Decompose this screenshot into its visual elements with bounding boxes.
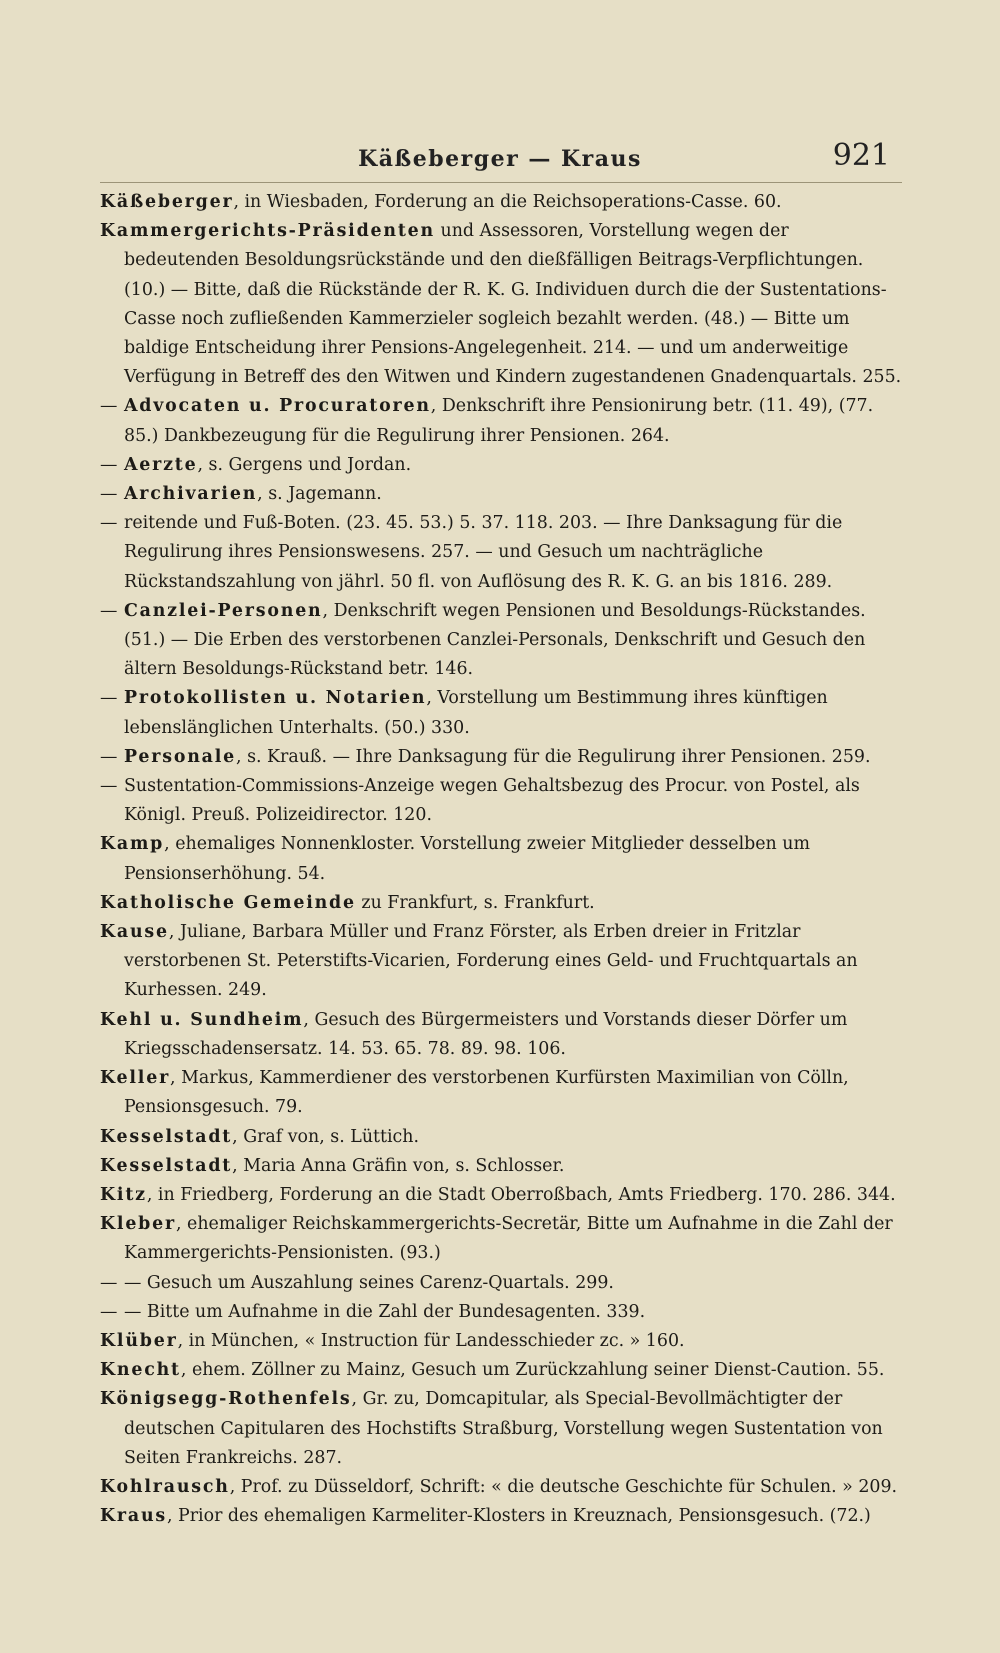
index-subentry: [100, 772, 905, 830]
entry-text: , s. Krauß. — Ihre Danksagung für die Regulirung ihrer Pensionen. 259.: [236, 746, 871, 767]
entry-text: , s. Jagemann.: [257, 484, 382, 505]
index-entry: [100, 188, 905, 217]
index-entry: [100, 1006, 905, 1064]
index-entry: [100, 1473, 905, 1502]
index-subentry: [100, 597, 905, 685]
entry-text: , in München, « Instruction für Landesschieder zc. » 160.: [177, 1330, 685, 1351]
entry-text: , Gr. zu, Domcapitular, als Special-Bevollmächtigter der deutschen Capitularen des Hochstifts Straßburg, Vorstellung wegen Sustentation von Seiten Frankreichs. 287.: [124, 1389, 883, 1468]
index-entry: [100, 1210, 905, 1268]
index-subentry: [100, 1298, 905, 1327]
ditto-dash: —: [100, 600, 118, 621]
ditto-dash: —: [100, 396, 118, 417]
entry-text: , ehem. Zöllner zu Mainz, Gesuch um Zurückzahlung seiner Dienst-Caution. 55.: [180, 1360, 885, 1381]
entry-headword: Kehl u. Sundheim: [100, 1009, 304, 1030]
entry-text: , Prior des ehemaligen Karmeliter-Klosters in Kreuznach, Pensionsgesuch. (72.): [166, 1506, 871, 1527]
entry-text: , Vorstellung um Bestimmung ihres künftigen lebenslänglichen Unterhalts. (50.) 330.: [124, 688, 828, 738]
entry-text: , ehemaliges Nonnenkloster. Vorstellung zweier Mitglieder desselben um Pensionserhöhung. 54.: [124, 834, 810, 884]
entry-headword: Kohlrausch: [100, 1476, 230, 1497]
entry-text: — Bitte um Aufnahme in die Zahl der Bundesagenten. 339.: [124, 1301, 646, 1322]
entry-headword: Protokollisten u. Notarien: [124, 688, 427, 709]
entry-headword: Keller: [100, 1068, 171, 1089]
entry-headword: Käßeberger: [100, 192, 234, 212]
entry-text: zu Frankfurt, s. Frankfurt.: [355, 892, 595, 913]
entry-text: , Denkschrift wegen Pensionen und Besoldungs-Rückstandes. (51.) — Die Erben des verstorbenen Canzlei-Personals, Denkschrift und Gesuch den ältern Besoldungs-Rückstand betr. 146.: [124, 600, 866, 680]
entry-headword: Kesselstadt: [100, 1126, 233, 1147]
ditto-dash: —: [100, 1301, 118, 1322]
ditto-dash: —: [100, 513, 118, 534]
index-entry: [100, 889, 905, 918]
entry-text: , ehemaliger Reichskammergerichts-Secretär, Bitte um Aufnahme in die Zahl der Kammergerichts-Pensionisten. (93.): [124, 1214, 893, 1264]
entry-headword: Kesselstadt: [100, 1155, 233, 1176]
entry-text: Sustentation-Commissions-Anzeige wegen Gehaltsbezug des Procur. von Postel, als Königl. Preuß. Polizeidirector. 120.: [124, 776, 860, 826]
ditto-dash: —: [100, 776, 118, 797]
entry-headword: Kammergerichts-Präsidenten: [100, 221, 435, 242]
entry-headword: Personale: [124, 746, 237, 767]
entry-text: , Prof. zu Düsseldorf, Schrift: « die deutsche Geschichte für Schulen. » 209.: [229, 1476, 898, 1497]
entry-headword: Königsegg-Rothenfels: [100, 1389, 352, 1410]
ditto-dash: —: [100, 1272, 118, 1293]
index-subentry: [100, 451, 905, 480]
index-entries: [100, 188, 905, 1531]
index-entry: [100, 1502, 905, 1531]
ditto-dash: —: [100, 484, 118, 505]
index-subentry: [100, 480, 905, 509]
index-entry: [100, 1327, 905, 1356]
ditto-dash: —: [100, 746, 118, 767]
index-entry: [100, 1385, 905, 1473]
index-subentry: [100, 743, 905, 772]
entry-headword: Aerzte: [124, 454, 198, 475]
entry-text: , in Friedberg, Forderung an die Stadt Oberroßbach, Amts Friedberg. 170. 286. 344.: [146, 1184, 896, 1205]
entry-text: , in Wiesbaden, Forderung an die Reichsoperations-Casse. 60.: [233, 192, 782, 212]
entry-text: , Markus, Kammerdiener des verstorbenen Kurfürsten Maximilian von Cölln, Pensionsgesuch. 79.: [124, 1068, 849, 1118]
entry-headword: Kraus: [100, 1506, 167, 1527]
entry-text: , Juliane, Barbara Müller und Franz Förster, als Erben dreier in Fritzlar verstorbenen St. Peterstifts-Vicarien, Forderung eines Geld- und Fruchtquartals an Kurhessen. 249.: [124, 922, 858, 1001]
entry-headword: Katholische Gemeinde: [100, 892, 356, 913]
entry-headword: Archivarien: [124, 484, 258, 505]
entry-headword: Kamp: [100, 834, 165, 855]
index-subentry: [100, 684, 905, 742]
index-entry: [100, 1152, 905, 1181]
entry-headword: Klüber: [100, 1330, 178, 1351]
index-entry: [100, 1181, 905, 1210]
entry-headword: Advocaten u. Procuratoren: [124, 396, 431, 417]
entry-headword: Knecht: [100, 1360, 181, 1381]
entry-text: und Assessoren, Vorstellung wegen der bedeutenden Besoldungsrückstände und den dießfälligen Beitrags-Verpflichtungen. (10.) — Bitte, daß die Rückstände der R. K. G. Individuen durch die der Sustentations-Casse noch zufließenden Kammerzieler sogleich bezahlt werden. (48.) — Bitte um baldige Entscheidung ihrer Pensions-Angelegenheit. 214. — und um anderweitige Verfügung in Betreff des den Witwen und Kindern zugestandenen Gnadenquartals. 255.: [124, 221, 902, 388]
entry-headword: Kause: [100, 922, 169, 943]
entry-headword: Kleber: [100, 1214, 176, 1235]
entry-headword: Canzlei-Personen: [124, 600, 323, 621]
ditto-dash: —: [100, 688, 118, 709]
entry-text: , Graf von, s. Lüttich.: [232, 1126, 420, 1147]
entry-headword: Kitz: [100, 1184, 147, 1205]
entry-text: , Maria Anna Gräfin von, s. Schlosser.: [232, 1155, 565, 1176]
entry-text: reitende und Fuß-Boten. (23. 45. 53.) 5. 37. 118. 203. — Ihre Danksagung für die Regulirung ihres Pensionswesens. 257. — und Gesuch um nachträgliche Rückstandszahlung von jährl. 50 fl. von Auflösung des R. K. G. an bis 1816. 289.: [124, 513, 843, 592]
index-entry: [100, 1064, 905, 1122]
index-subentry: [100, 509, 905, 597]
index-entry: [100, 217, 905, 392]
header-rule: [100, 182, 902, 183]
index-entry: [100, 1123, 905, 1152]
page-number: 921: [832, 138, 890, 173]
entry-text: — Gesuch um Auszahlung seines Carenz-Quartals. 299.: [124, 1272, 614, 1293]
index-entry: [100, 918, 905, 1006]
index-entry: [100, 830, 905, 888]
running-title: Käßeberger — Kraus: [358, 146, 642, 172]
index-subentry: [100, 392, 905, 450]
index-entry: [100, 1356, 905, 1385]
entry-text: , s. Gergens und Jordan.: [197, 454, 412, 475]
entry-text: , Denkschrift ihre Pensionirung betr. (11. 49), (77. 85.) Dankbezeugung für die Regulirung ihrer Pensionen. 264.: [124, 396, 874, 446]
index-subentry: [100, 1269, 905, 1298]
page-header: [0, 138, 1000, 178]
ditto-dash: —: [100, 454, 118, 475]
entry-text: , Gesuch des Bürgermeisters und Vorstands dieser Dörfer um Kriegsschadensersatz. 14. 53. 65. 78. 89. 98. 106.: [124, 1009, 848, 1059]
